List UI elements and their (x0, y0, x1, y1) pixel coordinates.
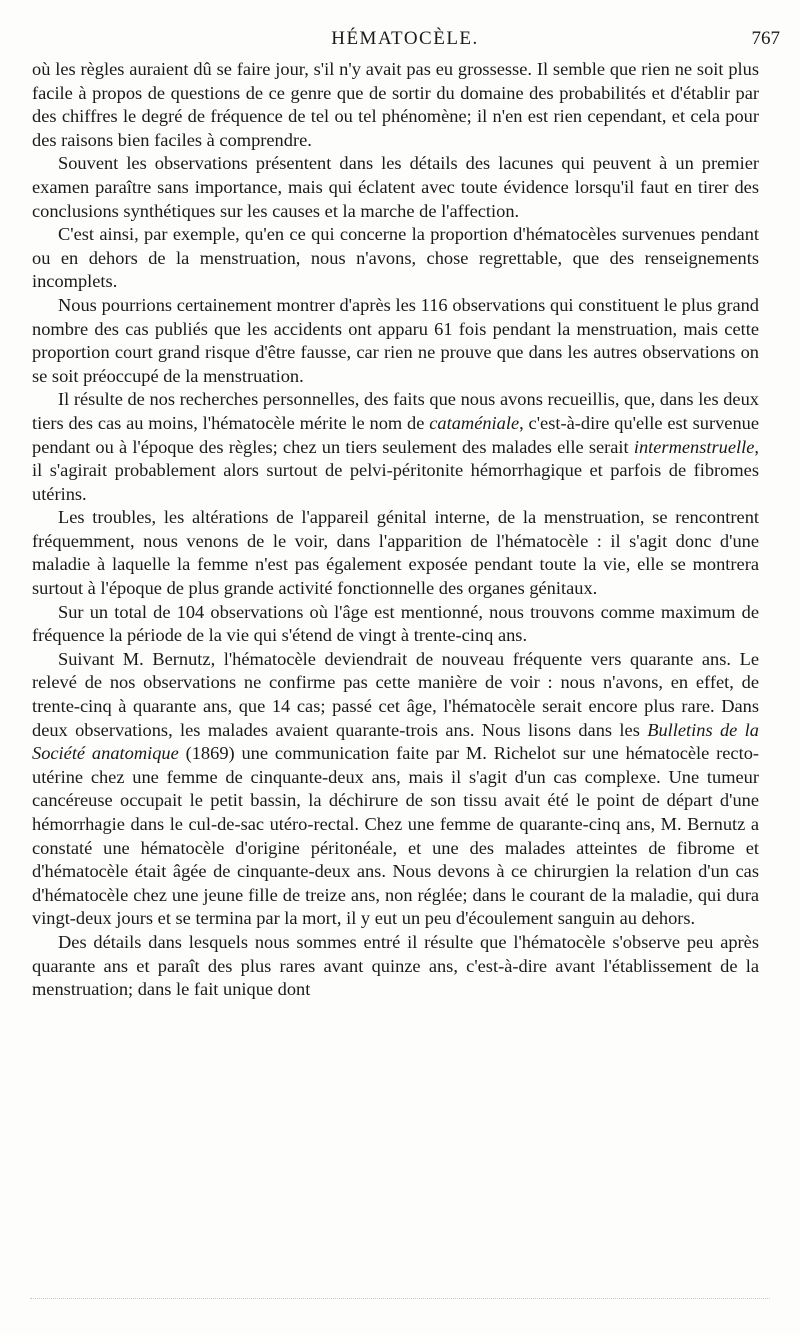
text-run: Nous pourrions certainement montrer d'après les 116 observations qui constituent le plus grand nombre des cas publiés que les accidents ont apparu 61 fois pendant la menstruation, mais cette proportion court grand risque d'être fausse, car rien ne prouve que dans les autres observations on se soit préoccupé de la menstruation. (32, 294, 759, 386)
text-run: C'est ainsi, par exemple, qu'en ce qui concerne la proportion d'hématocèles survenues pendant ou en dehors de la menstruation, nous n'avons, chose regrettable, que des renseignements incomplets. (32, 224, 759, 292)
paragraph (32, 294, 759, 388)
paragraph (32, 931, 759, 1002)
text-run: , il s'agirait probablement alors surtout de pelvi-péritonite hémorrhagique et parfois de fibromes utérins. (32, 436, 759, 504)
paragraph (32, 506, 759, 600)
text-run: Des détails dans lesquels nous sommes entré il résulte que l'hématocèle s'observe peu après quarante ans et paraît des plus rares avant quinze ans, c'est-à-dire avant l'établissement de la menstruation; dans le fait unique dont (32, 931, 759, 1000)
paragraph (32, 601, 759, 648)
paragraph (32, 58, 759, 152)
paragraph (32, 648, 759, 931)
page-number: 767 (751, 28, 780, 49)
running-title: HÉMATOCÈLE. (331, 28, 479, 49)
italic-text: cataméniale (429, 412, 520, 433)
text-run: , c'est-à-dire qu'elle est survenue pendant ou à l'époque des règles; chez un tiers seulement des malades elle serait (32, 412, 759, 457)
text-run: Souvent les observations présentent dans les détails des lacunes qui peuvent à un premier examen paraître sans importance, mais qui éclatent avec toute évidence lorsqu'il faut en tirer des conclusions synthétiques sur les causes et la marche de l'affection. (32, 153, 759, 221)
text-run: Il résulte de nos recherches personnelles, des faits que nous avons recueillis, que, dans les deux tiers des cas au moins, l'hématocèle mérite le nom de (32, 389, 759, 433)
paragraph (32, 152, 759, 223)
running-head (30, 28, 780, 54)
italic-text: Bulletins de la Société anatomique (32, 719, 759, 764)
body-text (32, 58, 759, 1002)
italic-text: intermenstruelle (633, 436, 755, 457)
paragraph (32, 223, 759, 294)
text-run: Suivant M. Bernutz, l'hématocèle deviendrait de nouveau fréquente vers quarante ans. Le relevé de nos observations ne confirme pas cette manière de voir : nous n'avons, en effet, de trente-cinq à quarante ans, que 14 cas; passé cet âge, l'hématocèle serait encore plus rare. Dans deux observations, les malades avaient quarante-trois ans. Nous lisons dans les (32, 648, 759, 740)
text-run: Les troubles, les altérations de l'appareil génital interne, de la menstruation, se rencontrent fréquemment, nous venons de le voir, dans l'apparition de l'hématocèle : il s'agit donc d'une maladie à laquelle la femme n'est pas également exposée pendant toute la vie, elle se montrera surtout à l'époque de plus grande activité fonctionnelle des organes génitaux. (32, 507, 759, 599)
text-run: où les règles auraient dû se faire jour, s'il n'y avait pas eu grossesse. Il semble que rien ne soit plus facile à propos de questions de ce genre que de sortir du domaine des probabilités et d'établir par des chiffres le degré de fréquence de tel ou tel phénomène; il n'en est rien cependant, et cela pour des raisons bien faciles à comprendre. (32, 59, 759, 150)
paragraph (32, 388, 759, 506)
text-run: (1869) une communication faite par M. Richelot sur une hématocèle recto-utérine chez une femme de cinquante-deux ans, mais il s'agit d'un cas complexe. Une tumeur cancéreuse occupait le petit bassin, la déchirure de son tissu avait été le point de départ d'une hémorrhagie dans le cul-de-sac utéro-rectal. Chez une femme de quarante-cinq ans, M. Bernutz a constaté une hématocèle d'origine péritonéale, et une des malades atteintes de fibrome et d'hématocèle était âgée de cinquante-deux ans. Nous devons à ce chirurgien la relation d'un cas d'hématocèle chez une jeune fille de treize ans, non réglée; dans le courant de la maladie, qui dura vingt-deux jours et se termina par la mort, il y eut un peu d'écoulement sanguin au dehors. (32, 743, 760, 929)
text-run: Sur un total de 104 observations où l'âge est mentionné, nous trouvons comme maximum de fréquence la période de la vie qui s'étend de vingt à trente-cinq ans. (32, 601, 759, 646)
page-bottom-marks (30, 1298, 770, 1303)
